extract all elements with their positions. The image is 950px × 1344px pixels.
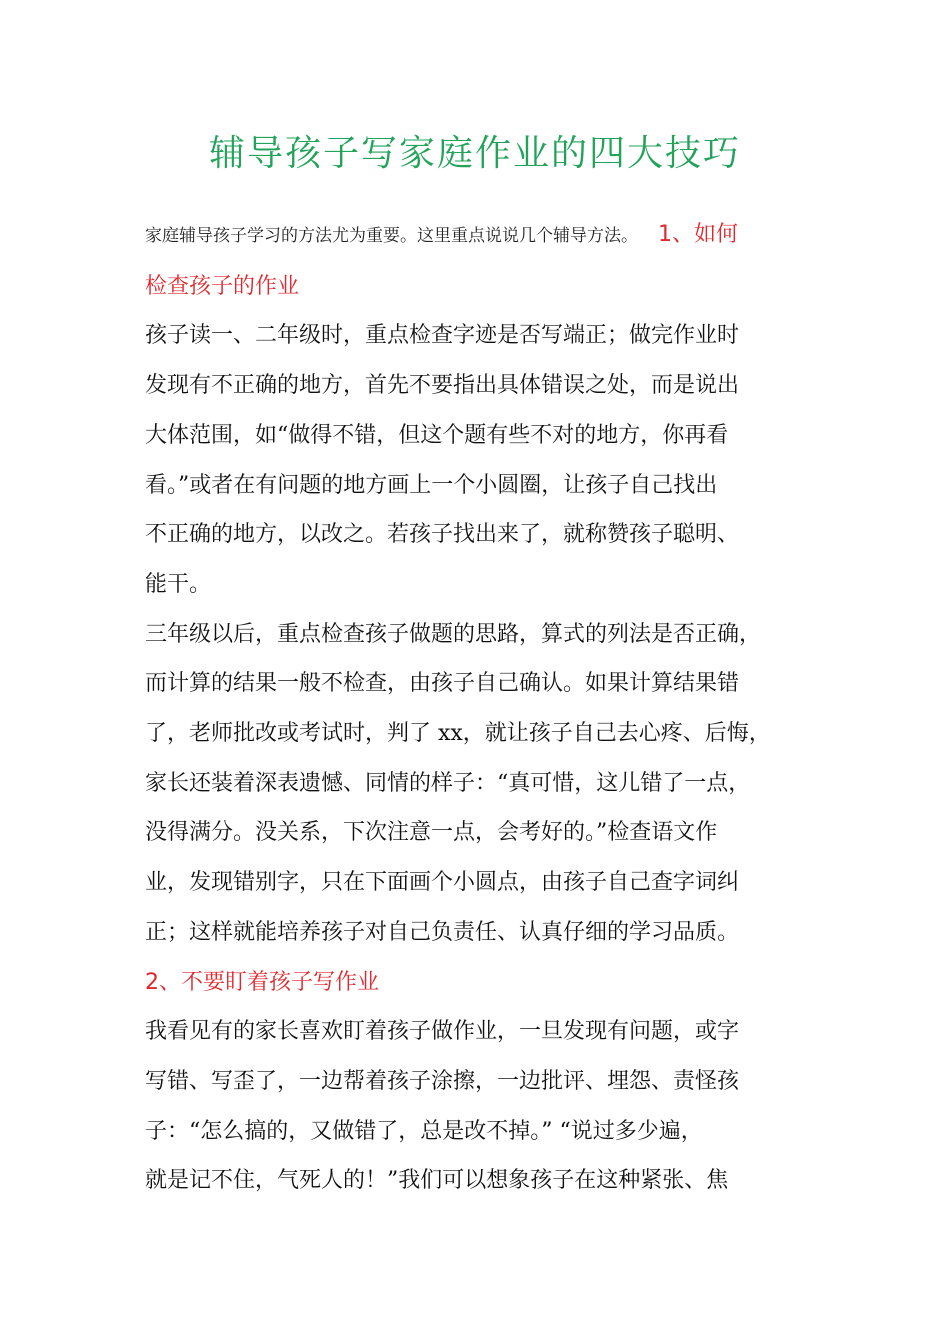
body-line: 大体范围，如“做得不错，但这个题有些不对的地方，你再看 <box>145 422 729 448</box>
body-line: 就是记不住，气死人的！”我们可以想象孩子在这种紧张、焦 <box>145 1168 729 1194</box>
body-line: 我看见有的家长喜欢盯着孩子做作业，一旦发现有问题，或字 <box>145 1019 740 1045</box>
body-line: 孩子读一、二年级时，重点检查字迹是否写端正；做完作业时 <box>145 323 740 349</box>
body-line: 发现有不正确的地方，首先不要指出具体错误之处，而是说出 <box>145 373 740 399</box>
body-line: 子：“怎么搞的，又做错了，总是改不掉。” “说过多少遍， <box>145 1118 703 1144</box>
body-line: 正；这样就能培养孩子对自己负责任、认真仔细的学习品质。 <box>145 919 740 945</box>
body-line: 了，老师批改或考试时，判了 xx，就让孩子自己去心疼、后悔， <box>145 721 771 747</box>
body-line: 写错、写歪了，一边帮着孩子涂擦，一边批评、埋怨、责怪孩 <box>145 1068 740 1094</box>
body-line: 家长还装着深表遗憾、同情的样子：“真可惜，这儿错了一点， <box>145 770 751 796</box>
body-line: 不正确的地方，以改之。若孩子找出来了，就称赞孩子聪明、 <box>145 522 740 548</box>
section-heading-1-end: 检查孩子的作业 <box>145 273 300 299</box>
intro-paragraph <box>145 210 815 262</box>
section-heading-2: 2、不要盯着孩子写作业 <box>145 969 379 995</box>
document-title: 辅导孩子写家庭作业的四大技巧 <box>208 133 741 174</box>
body-line: 能干。 <box>145 571 212 597</box>
body-line: 看。”或者在有问题的地方画上一个小圆圈，让孩子自己找出 <box>145 472 718 498</box>
body-line: 三年级以后，重点检查孩子做题的思路，算式的列法是否正确， <box>145 621 762 647</box>
section-heading-1-start: 1、如何 <box>658 222 738 247</box>
intro-text: 家庭辅导孩子学习的方法尤为重要。这里重点说说几个辅导方法。 <box>145 226 638 246</box>
body-line: 没得满分。没关系，下次注意一点，会考好的。”检查语文作 <box>145 820 718 846</box>
document-body <box>145 210 815 1206</box>
body-line: 而计算的结果一般不检查，由孩子自己确认。如果计算结果错 <box>145 671 740 697</box>
body-line: 业，发现错别字，只在下面画个小圆点，由孩子自己查字词纠 <box>145 870 740 896</box>
